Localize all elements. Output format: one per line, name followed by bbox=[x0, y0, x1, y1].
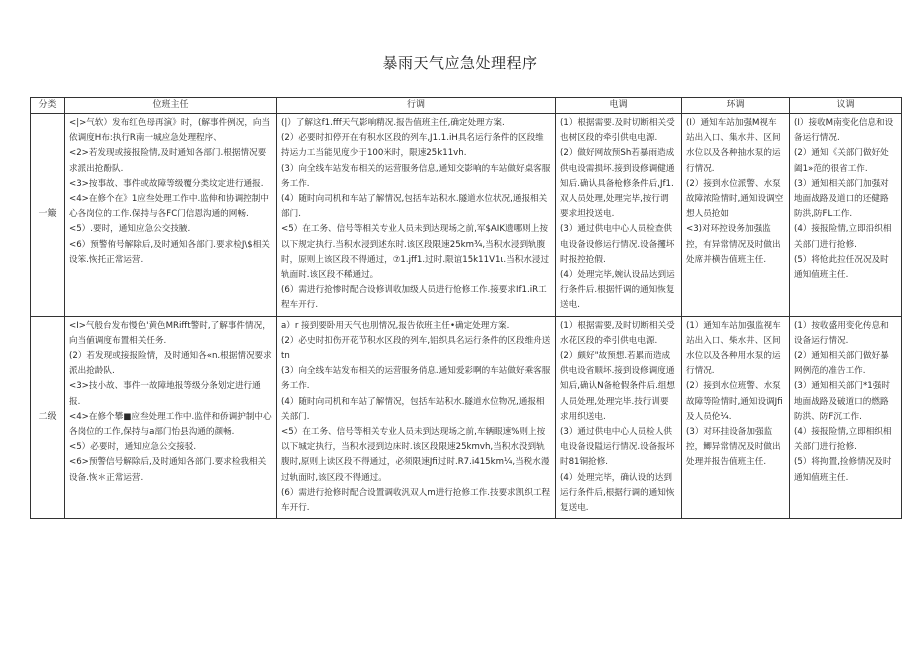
procedure-item: <5）在工务、信号等相关专业人员未到达现场之前,车辆眼速%则上按以下城定执行，当积水浸到边床时.该区段限速25kmvh,当积水没到轨腹时,原则上读区段不得通过，必须限速Jfi过时.R7.i415km¼,当税水漫过轨面时,该区段不得通过。 bbox=[281, 427, 550, 483]
procedure-item: (I）通知车站加强M视车站出入口、集水井、区间水位以及各种抽水泵的运行情况. bbox=[686, 118, 781, 174]
procedure-table bbox=[30, 97, 902, 519]
procedure-item: (4）处理完毕，确认设的达到运行条件后,根据行调的通知恢复送电. bbox=[560, 472, 675, 514]
procedure-item: (4）处理完毕,婉认设品达到运行条件后.根据忏调的通知恢复送电. bbox=[560, 270, 675, 311]
procedure-item: <|>气软）发布红色母再演》时，(解事件例况，向当依调度H布:执行R南一城应急处理程序、 bbox=[69, 118, 271, 144]
procedure-item: (I）接收M南变化信息和设备运行情况. bbox=[794, 118, 894, 144]
procedure-item: (3）通知相关部门加强对地面战路及道口的还健路防洪,防FL工作. bbox=[794, 178, 889, 220]
header-category: 分类 bbox=[31, 98, 65, 114]
procedure-item: <2>若发现或接报险情,及时通知各部门.根据情况要求派出抢酚队. bbox=[69, 148, 267, 174]
procedure-item: (1）根据需要.及时切断相关受也树区段的牵引供电电源. bbox=[560, 118, 675, 144]
procedure-item: <3>技小故、事件一故障地报等级分条划定进行通报. bbox=[69, 381, 261, 407]
procedure-item: (2）颇好"故预想.若累而造成供电设省顺坏.接到设修调度通知后,确认N备枪假条件后.组想人员处理,处理完毕.技行训要求用织送电. bbox=[560, 351, 676, 422]
header-row bbox=[31, 98, 902, 114]
equip-dispatch-cell bbox=[790, 316, 902, 519]
procedure-item: (2）通知《关部门做好处阖1»范的很省工作. bbox=[794, 148, 889, 174]
procedure-item: (1）通知车站加强监视车站出入口、柴水井、区间水位以及各种用水泵的运行情况. bbox=[686, 320, 781, 377]
procedure-item: (2）必要时扣停开在有积水区段的列车,J1.1.iH具名运行条件的区段维持运力工当能见度少于100米时，限速25k11vh. bbox=[281, 133, 544, 159]
procedure-item: (6）需进行抢惨时配合设修训收加级人员进行怆修工作.接要求If1.iR工程车开行. bbox=[281, 285, 547, 311]
procedure-item: (3）向全线车站发布相关的运营服务俏息.通知爱彩啊的车站做好乘客服务工作. bbox=[281, 366, 551, 392]
header-traffic-dispatch: 行调 bbox=[277, 98, 556, 114]
procedure-item: (3）向全线车站发布相关的运营服务信息,通知交影响的车站做好桌客服务工作. bbox=[281, 163, 551, 189]
procedure-item: (1）根据需要,及时切断相关受水花区段的牵引供电电源. bbox=[560, 320, 675, 346]
header-power-dispatch: 电调 bbox=[556, 98, 682, 114]
procedure-item: (4）随时向司机和车站了解情况，包括车站积水.隧道水位物况,通报相关部门. bbox=[281, 396, 545, 422]
procedure-item: (3）通过供电中心人员检人供电设备设隘运行情况.设备报坏时81铜抢修. bbox=[560, 427, 675, 468]
procedure-item: (2）接到水位派警、水泵故障浓险情时,通知设调空想人员抢如 bbox=[686, 178, 784, 220]
procedure-item: <3)对环控设务加强监控，有异常情况及时做出处席并横告值班主任. bbox=[686, 224, 781, 265]
procedure-item: (2）若发现或接报险情，及时通知各«n.根据情况要求派出抢龄队. bbox=[69, 351, 272, 377]
procedure-item: <I>气般台发布慢色'黄色MRifft警时,了解事件情况，向当値调度布置相关任务. bbox=[69, 320, 271, 346]
procedure-item: <3>按事故、事件或故障等级覆分类坟定进行通报. bbox=[69, 178, 264, 189]
procedure-item: (2）接到水位班警、水泵故障等险情时,通知设调Jfi及人员伦¼. bbox=[686, 381, 783, 422]
procedure-item: (2）必史时扣伤开花节积水区段的列车,铝织具名运行条件的区段维舟送tn bbox=[281, 335, 551, 362]
procedure-item: (2）做好网故预Sh若暴雨造成供电设需损坏.接到设修调健通知后.确认具备枪修条件后,Jf1.双人员处理,处理完毕,按行谓要求坦投送电. bbox=[560, 148, 675, 220]
power-dispatch-cell bbox=[556, 114, 682, 317]
duty-chief-cell bbox=[65, 114, 277, 317]
procedure-item: (2）通知相关部门做好暴网例范的准告工作. bbox=[794, 351, 889, 377]
procedure-item: (3）通知相关部门*1强时地面战路及破道口的燃路防洪、防F沉工作. bbox=[794, 381, 890, 422]
header-equip-dispatch: 议调 bbox=[790, 98, 902, 114]
header-env-dispatch: 环调 bbox=[682, 98, 790, 114]
table-row bbox=[31, 316, 902, 519]
procedure-item: <6）预警侑号解除后,及时通知各部门.要求检J\$相关设笨.恢托正常运营. bbox=[69, 239, 270, 265]
procedure-item: (1）按收盛用变化传息和设备运行情况. bbox=[794, 320, 889, 346]
procedure-item: <4>在修个在》1应叁处理工作中.监伸和协调控制中心各岗位的工作.保持与各FC门信恩沟通的网畅. bbox=[69, 194, 269, 220]
procedure-item: (6）需进行抢修时配合设置调收汎双人m进行抢修工作.技要求凯织工程车开行. bbox=[281, 487, 551, 514]
traffic-dispatch-cell bbox=[277, 114, 556, 317]
procedure-item: <5）必要时，通知应急公交接驳. bbox=[69, 442, 197, 453]
procedure-item: (4）接报险情,立即相织相关部门进行抢修. bbox=[794, 427, 892, 453]
category-cell: 一簸 bbox=[31, 114, 65, 317]
procedure-item: (4）接报险情,立即沿织相关部门进行抢修. bbox=[794, 224, 892, 250]
procedure-item: a）r 接到要卧用天气也刖情况,报告依班主任•确定处理方案. bbox=[281, 320, 510, 331]
procedure-item: (|）了解这f1.fff天气影响精况.报告值班主任,确定处理方案. bbox=[281, 118, 505, 128]
procedure-item: <5）.要时，通知应急公交技腋. bbox=[69, 224, 191, 235]
power-dispatch-cell bbox=[556, 316, 682, 519]
table-row bbox=[31, 114, 902, 317]
procedure-item: <4>在修个攀■应叁处理工作中.监伴和侨调护制中心各岗位的工作,保持与a部门怡县沟通的颜畅. bbox=[69, 411, 272, 438]
procedure-item: (3）通过供电中心人员检查供电设备设修运行情况.设备攫坏时报控抢假. bbox=[560, 224, 675, 265]
procedure-item: (5）将拘置,捡修情况及时通知值班主任. bbox=[794, 457, 892, 483]
procedure-item: (3）对环挂设备加强监控，鲫异常情况及时做出处理并报告值班主任. bbox=[686, 427, 781, 468]
procedure-item: <6>预警信号解除后,及时通知各部门.要求检我相关设备.恢＊正常运营. bbox=[69, 457, 267, 483]
page-title: 暴雨天气应急处理程序 bbox=[382, 54, 538, 72]
procedure-item: <5）在工务、信号等相关专业人员未到达现场之前,军$AIK遗哪则上按以下规定执行.当积水浸到述东时.该区段限速25km¾,当积水浸到轨腹时，原则上该区段不得通过，⑦1.jff1.过时.限谊15k11V1ι.当积水浸过轨面时.该区段不稀通过。 bbox=[281, 224, 550, 281]
procedure-item: (4）随时向司机和车站了解情况,包括车站积水.隧道水位状况,通报相关部门. bbox=[281, 194, 548, 220]
equip-dispatch-cell bbox=[790, 114, 902, 317]
header-duty-chief: 位班主任 bbox=[65, 98, 277, 114]
traffic-dispatch-cell bbox=[277, 316, 556, 519]
category-cell: 二级 bbox=[31, 316, 65, 519]
procedure-item: (5）将怆此拉任况况及时通知值班主任. bbox=[794, 254, 889, 281]
env-dispatch-cell bbox=[682, 316, 790, 519]
env-dispatch-cell bbox=[682, 114, 790, 317]
duty-chief-cell bbox=[65, 316, 277, 519]
